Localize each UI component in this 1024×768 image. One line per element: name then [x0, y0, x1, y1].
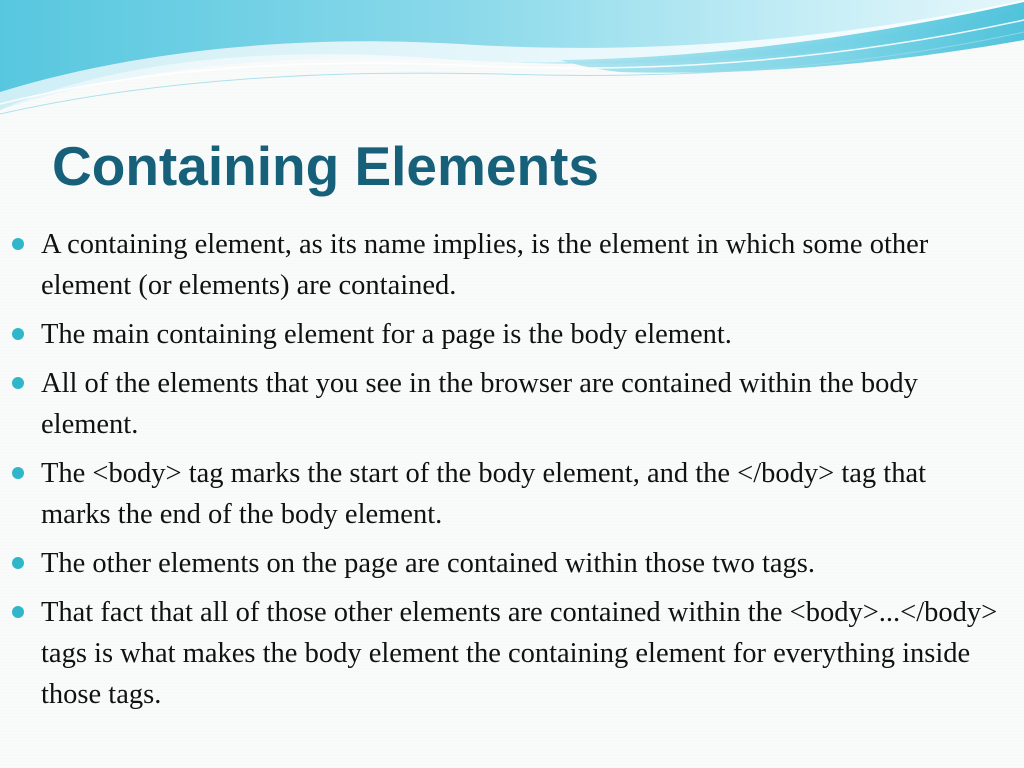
bullet-text: The <body> tag marks the start of the body element, and the </body> tag that marks the end of the body element. — [41, 458, 927, 530]
bullet-item — [0, 224, 1000, 306]
bullet-marker-icon — [12, 606, 24, 618]
bullet-text: The main containing element for a page is the body element. — [41, 319, 732, 350]
bullet-list — [0, 224, 1000, 723]
bullet-marker-icon — [12, 328, 24, 340]
bullet-text: All of the elements that you see in the browser are contained within the body element. — [41, 368, 918, 440]
bullet-marker-icon — [12, 238, 24, 250]
bullet-item — [0, 543, 1000, 584]
bullet-text: That fact that all of those other elements are contained within the <body>...</body> tags is what makes the body element the containing element for everything inside those tags. — [41, 597, 998, 710]
bullet-marker-icon — [12, 377, 24, 389]
bullet-text: The other elements on the page are contained within those two tags. — [41, 548, 816, 579]
bullet-item — [0, 363, 1000, 445]
header-wave-decoration — [0, 0, 1024, 120]
slide-title: Containing Elements — [52, 135, 599, 197]
bullet-marker-icon — [12, 557, 24, 569]
bullet-item — [0, 592, 1000, 715]
bullet-marker-icon — [12, 467, 24, 479]
bullet-item — [0, 314, 1000, 355]
bullet-item — [0, 453, 1000, 535]
bullet-text: A containing element, as its name implies, is the element in which some other element (or elements) are contained. — [41, 229, 929, 301]
